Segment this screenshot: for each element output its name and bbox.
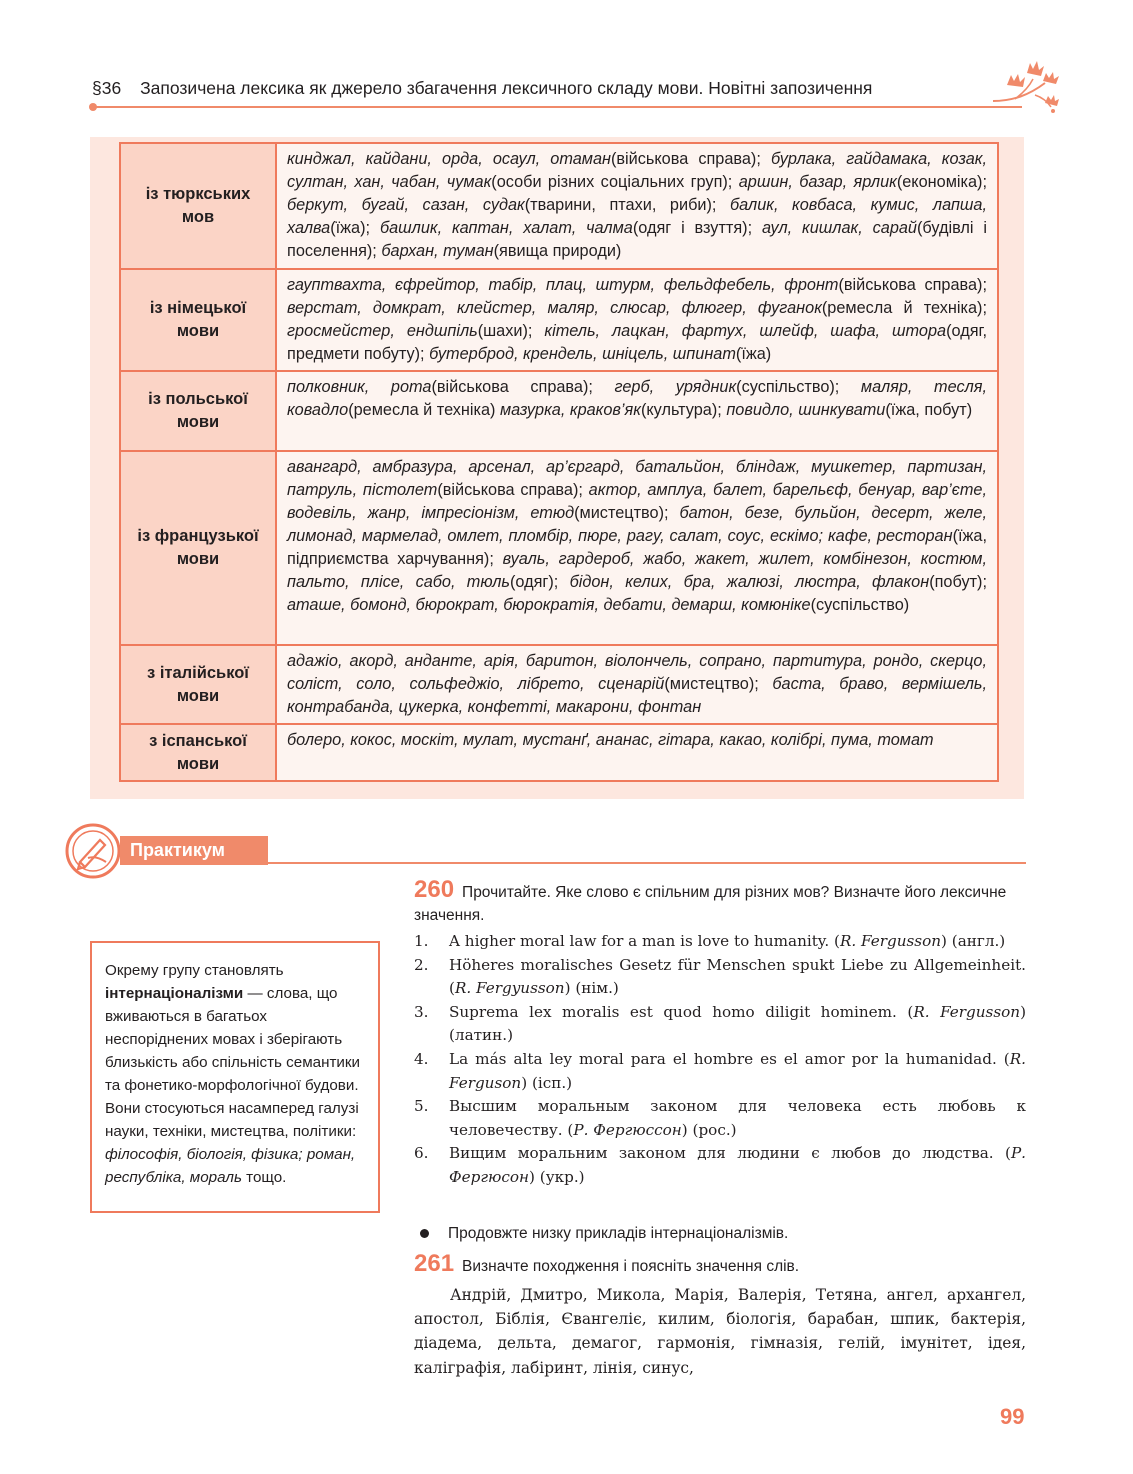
- table-row: [120, 269, 998, 371]
- item-text: Вищим моральним законом для людини є любов до людства. (Р. Фергюсон) (укр.): [449, 1144, 1026, 1186]
- running-header: [92, 78, 1002, 102]
- language-cell: із тюркських мов: [120, 143, 276, 269]
- words-cell: адажіо, акорд, анданте, арія, баритон, віолончель, сопрано, партитура, рондо, скерцо, соліст, соло, сольфеджіо, лібрето, сценарій(мистецтво); баста, браво, вермішель, контрабанда, цукерка, конфетті, макарони, фонтан: [276, 645, 998, 724]
- exercise-bullet: [414, 1222, 1026, 1245]
- header-rule: [92, 106, 1022, 108]
- list-item: [414, 954, 1026, 1001]
- pencil-hand-icon: [64, 822, 122, 880]
- exercise-number: 261: [414, 1250, 455, 1277]
- exercise-261: [414, 1250, 1026, 1278]
- language-cell: із німецької мови: [120, 269, 276, 371]
- item-number: 4.: [414, 1049, 429, 1068]
- words-cell: болеро, кокос, москіт, мулат, мустанґ, ананас, гітара, какао, колібрі, пума, томат: [276, 724, 998, 781]
- item-number: 6.: [414, 1144, 429, 1163]
- item-text: Высшим моральным законом для человека есть любовь к человечеству. (Р. Фергюссон) (рос.): [449, 1097, 1026, 1139]
- page-number: 99: [1000, 1404, 1025, 1429]
- words-cell: полковник, рота(військова справа); герб, урядник(суспільство); маляр, тесля, ковадло(ремесла й техніка) мазурка, краков’як(культура); повидло, шинкувати(їжа, побут): [276, 371, 998, 451]
- list-item: [414, 930, 1026, 954]
- item-text: Höheres moralisches Gesetz für Menschen spukt Liebe zu Allgemeinheit. (R. Fergyusson) (нім.): [449, 955, 1026, 998]
- language-cell: із французької мови: [120, 451, 276, 645]
- words-cell: авангард, амбразура, арсенал, ар’єргард, батальйон, бліндаж, мушкетер, партизан, патруль, пістолет(військова справа); актор, амплуа, балет, барельєф, бенуар, вар’єте, водевіль, жанр, імпресіонізм, етюд(мистецтво); батон, безе, бульйон, десерт, желе, лимонад, мармелад, омлет, пломбір, пюре, рагу, салат, соус, ескімо; кафе, ресторан(їжа, підприємства харчування); вуаль, гардероб, жабо, жакет, жилет, комбінезон, костюм, пальто, плісе, сабо, тюль(одяг); бідон, келих, бра, жалюзі, люстра, флакон(побут); аташе, бомонд, бюрократ, бюрократія, дебати, демарш, комюніке(суспільство): [276, 451, 998, 645]
- section-number: §36: [92, 78, 122, 98]
- table-row: [120, 451, 998, 645]
- table-row: [120, 724, 998, 781]
- exercise-task: Визначте походження і поясніть значення слів.: [462, 1258, 800, 1275]
- item-number: 5.: [414, 1097, 429, 1116]
- item-text: A higher moral law for a man is love to humanity. (R. Fergusson) (англ.): [449, 932, 1006, 950]
- words-cell: гауптвахта, єфрейтор, табір, плац, штурм, фельдфебель, фронт(військова справа); верстат, домкрат, клейстер, маляр, слюсар, флюгер, фуганок(ремесла й техніка); гросмейстер, ендшпіль(шахи); кітель, лацкан, фартух, шлейф, шафа, штора(одяг, предмети побуту); бутерброд, крендель, шніцель, шпинат(їжа): [276, 269, 998, 371]
- table-row: [120, 645, 998, 724]
- list-item: [414, 1001, 1026, 1048]
- header-rule-dot: [89, 103, 97, 111]
- bullet-icon: [420, 1229, 429, 1238]
- item-text: Suprema lex moralis est quod homo diligit hominem. (R. Fergusson) (латин.): [449, 1002, 1026, 1045]
- exercise-number: 260: [414, 876, 455, 903]
- internationalisms-note: Окрему групу становлять інтернаціоналізми — слова, що вживаються в багатьох неспоріднених мовах і зберігають близькість або спільність семантики та фонетико-морфологічної будови. Вони стосуються насамперед галузі науки, техніки, мистецтва, політики: філософія, біологія, фізика; роман, республіка, мораль тощо.: [90, 941, 380, 1213]
- words-cell: кинджал, кайдани, орда, осаул, отаман(військова справа); бурлака, гайдамака, козак, султан, хан, чабан, чумак(особи різних соціальних груп); аршин, базар, ярлик(економіка); беркут, бугай, сазан, судак(тварини, птахи, риби); балик, ковбаса, кумис, лапша, халва(їжа); башлик, каптан, халат, чалма(одяг і взуття); аул, кишлак, сарай(будівлі і поселення); бархан, туман(явища природи): [276, 143, 998, 269]
- item-number: 2.: [414, 955, 429, 974]
- quotes-list: [414, 930, 1026, 1190]
- list-item: [414, 1048, 1026, 1095]
- bullet-text: Продовжте низку прикладів інтернаціоналізмів.: [448, 1225, 789, 1242]
- item-number: 1.: [414, 932, 429, 950]
- language-cell: із польської мови: [120, 371, 276, 451]
- borrowings-table: [119, 142, 999, 782]
- exercise-260: [414, 876, 1026, 927]
- table-row: [120, 371, 998, 451]
- practicum-label: Практикум: [120, 836, 268, 865]
- item-number: 3.: [414, 1002, 429, 1021]
- list-item: [414, 1095, 1026, 1142]
- section-title: Запозичена лексика як джерело збагачення лексичного складу мови. Новітні запозичення: [140, 78, 873, 98]
- table-row: [120, 143, 998, 269]
- exercise-task: Прочитайте. Яке слово є спільним для різних мов? Визначте його лексичне значення.: [414, 884, 1007, 924]
- item-text: La más alta ley moral para el hombre es el amor por la humanidad. (R. Ferguson) (ісп.): [449, 1049, 1026, 1092]
- language-cell: з іспанської мови: [120, 724, 276, 781]
- language-cell: з італійської мови: [120, 645, 276, 724]
- flower-ornament-icon: [985, 55, 1065, 115]
- practicum-rule: [268, 862, 1026, 864]
- list-item: [414, 1142, 1026, 1189]
- exercise-261-words: Андрій, Дмитро, Микола, Марія, Валерія, Тетяна, ангел, архангел, апостол, Біблія, Євангеліє, килим, біологія, барабан, шпик, бактерія, діадема, дельта, демагог, гармонія, гімназія, гелій, імунітет, ідея, каліграфія, лабіринт, лінія, синус,: [414, 1286, 1026, 1377]
